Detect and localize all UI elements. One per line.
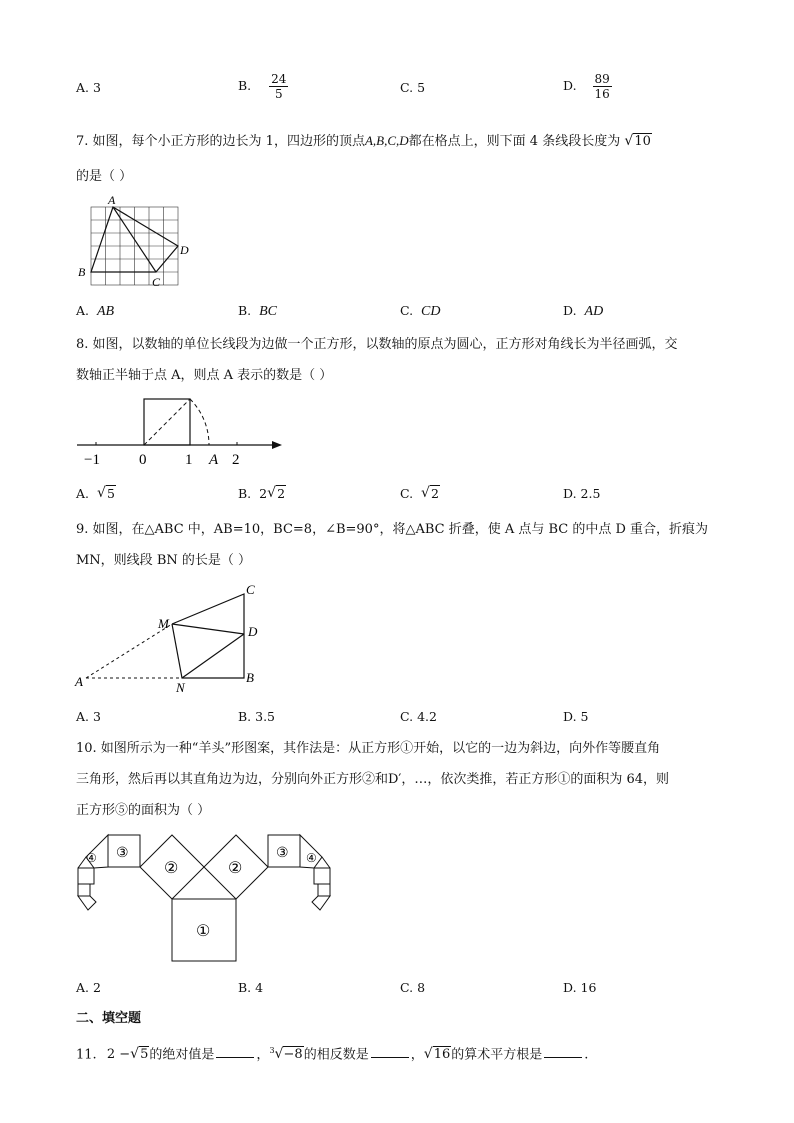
q10-question-line2: 三角形，然后再以其直角边为边，分别向外正方形②和D′，…，依次类推，若正方形①的面积为 64，则 — [76, 772, 670, 787]
q7-option-d — [563, 303, 603, 320]
label-n: N — [176, 680, 185, 694]
q11-cube-root-index: 3 — [269, 1046, 275, 1055]
q8-question-line1: 8. 如图，以数轴的单位长线段为边做一个正方形，以数轴的原点为圆心，正方形对角线长为半径画弧，交 — [76, 337, 678, 352]
label-c: C — [246, 582, 255, 597]
square-7-left — [78, 896, 96, 910]
label-square-2-left: ② — [164, 860, 179, 877]
section-heading: 二、填空题 — [76, 1011, 142, 1026]
diagonal-dashed — [144, 399, 190, 445]
option-radical — [267, 486, 286, 502]
label-one: 1 — [185, 452, 193, 468]
q11-end: . — [584, 1047, 589, 1063]
q6-option-b-prefix: B. — [238, 78, 252, 93]
option-prefix: A. — [76, 486, 90, 501]
q7-radical — [624, 133, 652, 151]
fraction-denominator: 5 — [269, 86, 288, 101]
arrow-icon — [272, 441, 282, 449]
fraction-numerator: 89 — [594, 72, 610, 86]
q10-option-c: C. 8 — [400, 980, 426, 995]
label-a: A — [209, 452, 219, 468]
q6-option-d-fraction — [593, 72, 612, 101]
option-radical — [97, 486, 116, 502]
answer-blank-3[interactable] — [544, 1045, 582, 1058]
answer-blank-2[interactable] — [371, 1045, 409, 1058]
sqrt-icon: √ — [274, 1046, 284, 1063]
segment-md — [172, 624, 244, 634]
q6-option-c: C. 5 — [400, 80, 426, 95]
label-square-4-right: ④ — [306, 851, 317, 865]
q7-vertices: A,B,C,D — [364, 133, 409, 148]
radicand: 5 — [106, 486, 115, 501]
q8-option-b — [238, 486, 286, 502]
option-prefix: D. — [563, 303, 577, 318]
q10-question-line1: 10. 如图所示为一种“羊头”形图案，其作法是：从正方形①开始，以它的一边为斜边，向外作等腰直角 — [76, 741, 661, 756]
q8-option-d: D. 2.5 — [563, 486, 601, 501]
square-5-left — [78, 868, 94, 884]
label-a: A — [108, 193, 116, 207]
radicand: 2 — [277, 486, 286, 501]
answer-blank-1[interactable] — [216, 1045, 254, 1058]
option-value: BC — [259, 304, 278, 319]
label-c: C — [152, 275, 161, 289]
option-prefix: B. — [238, 303, 252, 318]
label-square-2-right: ② — [228, 860, 243, 877]
q7-option-b — [238, 303, 277, 320]
option-value: AB — [96, 304, 115, 319]
q10-option-a: A. 2 — [76, 980, 101, 995]
q6-option-b-fraction — [269, 72, 288, 101]
q8-option-c — [400, 486, 440, 502]
sqrt-icon: √ — [267, 485, 276, 501]
label-square-4-left: ④ — [86, 851, 97, 865]
label-two: 2 — [232, 452, 240, 468]
q7-text-start: 7. 如图，每个小正方形的边长为 1，四边形的顶点 — [76, 134, 365, 149]
label-neg1: −1 — [84, 452, 100, 468]
q11-number: 11. — [76, 1047, 97, 1063]
q10-question-line3: 正方形⑤的面积为（ ） — [76, 803, 211, 818]
q11-part1-text: 的绝对值是 — [149, 1047, 215, 1063]
option-radical — [421, 486, 440, 502]
q9-question-line1: 9. 如图，在△ABC 中，AB=10，BC=8，∠B=90°，将△ABC 折叠，使 A 点与 BC 的中点 D 重合，折痕为 — [76, 522, 709, 537]
fraction-numerator: 24 — [271, 72, 287, 86]
q7-option-a — [76, 303, 114, 320]
q9-triangle-figure — [72, 578, 272, 694]
q9-option-b: B. 3.5 — [238, 709, 276, 724]
square-5-right — [314, 868, 330, 884]
q8-option-a — [76, 486, 116, 502]
q11-expr2-radical — [275, 1046, 304, 1064]
option-value: CD — [421, 304, 441, 319]
q7-text-mid: 都在格点上，则下面 4 条线段长度为 — [408, 134, 621, 149]
q6-option-d-prefix: D. — [563, 78, 577, 93]
radicand: 5 — [140, 1047, 149, 1063]
sqrt-icon: √ — [421, 485, 430, 501]
fraction-denominator: 16 — [594, 87, 610, 101]
segment-am-dashed — [86, 624, 172, 678]
q10-ram-head-figure — [72, 828, 338, 964]
option-prefix: B. — [238, 486, 252, 501]
q9-option-a: A. 3 — [76, 709, 101, 724]
label-d: D — [180, 243, 189, 257]
q11-expr1-radical — [130, 1046, 149, 1064]
sqrt-icon: √ — [96, 485, 106, 501]
radicand: 2 — [431, 486, 439, 501]
q6-option-d — [563, 72, 612, 101]
option-prefix: C. — [400, 486, 414, 501]
q7-option-c — [400, 303, 441, 320]
q7-question-line1 — [76, 132, 652, 151]
q10-option-d: D. 16 — [563, 980, 597, 995]
sqrt-icon: √ — [423, 1046, 433, 1063]
q11-part3-text: 的算术平方根是 — [451, 1047, 543, 1063]
q11-question: 11. 2 − √ 5的绝对值是 ，$^3$ √ −8的相反数是 ， √ 16的算术平方根是 . — [76, 1046, 589, 1063]
option-prefix: A. — [76, 303, 90, 318]
arc-dashed — [190, 399, 209, 445]
folded-figure — [172, 594, 244, 678]
option-prefix: C. — [400, 303, 414, 318]
q11-part2-text: 的相反数是 — [303, 1047, 369, 1063]
q9-question-line2: MN，则线段 BN 的长是（ ） — [76, 553, 252, 568]
radicand: −8 — [283, 1047, 303, 1063]
square-7-right — [312, 896, 330, 910]
q7-question-line2: 的是（ ） — [76, 169, 133, 184]
label-d: D — [248, 624, 258, 639]
q6-option-b — [238, 72, 288, 101]
option-value: AD — [584, 304, 604, 319]
q8-number-line-figure — [72, 390, 288, 470]
q11-expr3-radical — [424, 1046, 452, 1064]
q6-option-a: A. 3 — [76, 80, 101, 95]
radicand: 16 — [433, 1047, 451, 1063]
q9-option-d: D. 5 — [563, 709, 589, 724]
label-m: M — [158, 616, 169, 631]
q8-question-line2: 数轴正半轴于点 A，则点 A 表示的数是（ ） — [76, 368, 333, 383]
q7-grid-figure — [76, 190, 196, 292]
label-square-3-left: ③ — [116, 846, 129, 861]
q11-expr1-coef: 2 − — [106, 1047, 131, 1063]
q9-option-c: C. 4.2 — [400, 709, 437, 724]
sqrt-icon: √ — [130, 1046, 140, 1063]
sqrt-icon: √ — [624, 133, 634, 149]
label-square-1: ① — [196, 923, 211, 940]
label-b: B — [78, 265, 86, 279]
label-b: B — [246, 670, 254, 685]
label-zero: 0 — [139, 452, 147, 468]
square-6-left — [78, 884, 90, 896]
label-square-3-right: ③ — [276, 846, 289, 861]
segment-nd — [182, 634, 244, 678]
radicand: 10 — [634, 134, 651, 149]
q10-option-b: B. 4 — [238, 980, 264, 995]
square-6-right — [318, 884, 330, 896]
coefficient: 2 — [259, 486, 268, 501]
label-a: A — [75, 674, 83, 689]
